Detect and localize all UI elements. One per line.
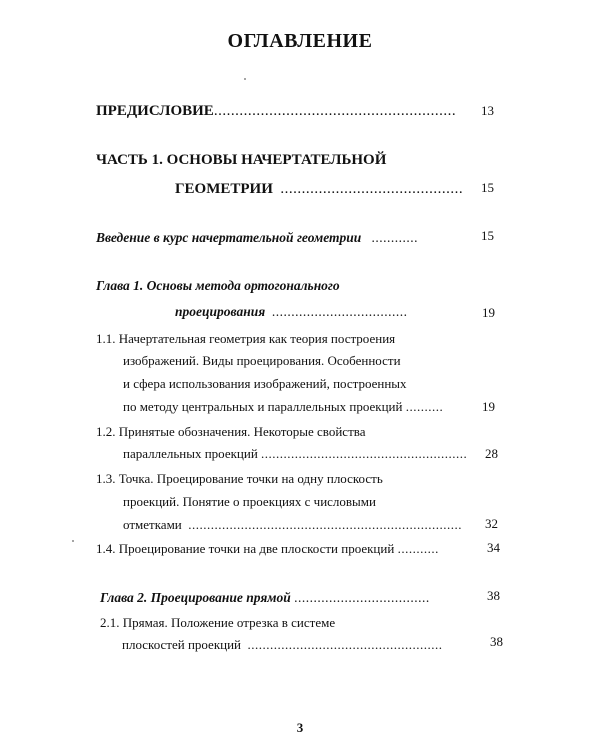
toc-entry-1-3-line2: проекций. Понятие о проекциях с числовыми bbox=[123, 494, 376, 509]
footer-page-number: 3 bbox=[296, 720, 304, 735]
leader-dots: ........... bbox=[397, 541, 439, 556]
toc-entry-1-2-line2 bbox=[123, 446, 467, 462]
leader-dots: ............ bbox=[371, 230, 418, 245]
page-number: 13 bbox=[481, 103, 494, 118]
page-number: 15 bbox=[481, 228, 494, 243]
toc-entry-ch1-line2 bbox=[175, 304, 408, 320]
entry-text: Введение в курс начертательной геометрии bbox=[96, 230, 362, 245]
toc-entry-1-1-line1: 1.1. Начертательная геометрия как теория построения bbox=[96, 331, 396, 346]
entry-text: ГЕОМЕТРИИ bbox=[175, 181, 273, 197]
toc-entry-2-1-line1: 2.1. Прямая. Положение отрезка в системе bbox=[100, 615, 336, 630]
toc-entry-1-4 bbox=[96, 541, 439, 557]
entry-text: Глава 2. Проецирование прямой bbox=[100, 590, 291, 605]
toc-entry-1-1-line4 bbox=[123, 399, 443, 415]
leader-dots: ........................................... bbox=[280, 181, 464, 197]
toc-entry-1-3-line3 bbox=[123, 517, 462, 533]
toc-entry-2-1-line2 bbox=[122, 637, 443, 653]
page-number: 19 bbox=[482, 305, 495, 320]
toc-entry-ch1-line1: Глава 1. Основы метода ортогонального bbox=[96, 278, 340, 293]
entry-text: плоскостей проекций bbox=[122, 637, 242, 652]
page-title: ОГЛАВЛЕНИЕ bbox=[227, 30, 373, 52]
toc-entry-intro bbox=[96, 230, 418, 246]
entry-text: отметками bbox=[123, 517, 182, 532]
scan-speck bbox=[72, 540, 74, 542]
entry-text: 1.4. Проецирование точки на две плоскости проекций bbox=[96, 541, 395, 556]
page-number: 38 bbox=[490, 634, 503, 649]
page-number: 28 bbox=[485, 446, 498, 461]
entry-text: по методу центральных и параллельных проекций bbox=[123, 399, 403, 414]
page-number: 15 bbox=[481, 180, 494, 195]
leader-dots: ................................... bbox=[271, 304, 408, 319]
page-number: 32 bbox=[485, 516, 498, 531]
page-number: 19 bbox=[482, 399, 495, 414]
scan-speck bbox=[244, 78, 246, 80]
toc-entry-preface bbox=[96, 103, 456, 120]
leader-dots: .......... bbox=[405, 399, 444, 414]
toc-entry-1-1-line2: изображений. Виды проецирования. Особенности bbox=[123, 353, 401, 368]
toc-entry-ch2 bbox=[100, 590, 430, 606]
toc-entry-1-3-line1: 1.3. Точка. Проецирование точки на одну плоскость bbox=[96, 471, 383, 486]
toc-entry-part1-line2 bbox=[175, 181, 463, 198]
leader-dots: ................................... bbox=[294, 590, 430, 605]
entry-text: ПРЕДИСЛОВИЕ bbox=[96, 103, 214, 119]
entry-text: параллельных проекций bbox=[123, 446, 258, 461]
leader-dots: ......................................................... bbox=[213, 103, 457, 119]
leader-dots: .................................................... bbox=[247, 637, 443, 652]
toc-entry-part1-line1: ЧАСТЬ 1. ОСНОВЫ НАЧЕРТАТЕЛЬНОЙ bbox=[96, 152, 387, 168]
toc-entry-1-2-line1: 1.2. Принятые обозначения. Некоторые свойства bbox=[96, 424, 366, 439]
page-number: 34 bbox=[487, 540, 500, 555]
toc-entry-1-1-line3: и сфера использования изображений, построенных bbox=[123, 376, 407, 391]
leader-dots: ......................................................................... bbox=[188, 517, 463, 532]
leader-dots: ....................................................... bbox=[261, 446, 468, 461]
entry-text: проецирования bbox=[175, 304, 266, 319]
page-number: 38 bbox=[487, 588, 500, 603]
